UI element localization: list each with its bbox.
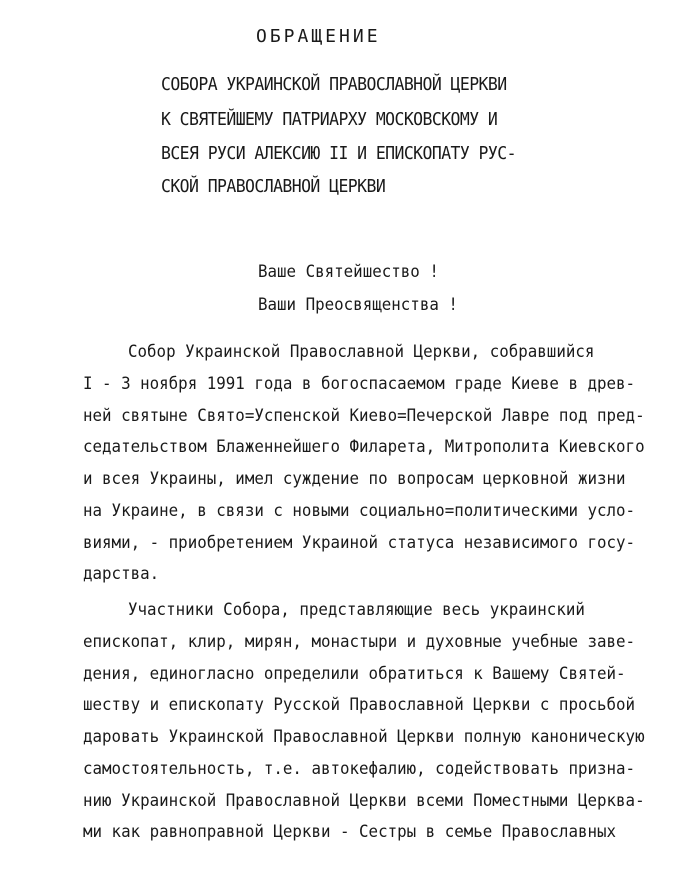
paragraph-line: ней святыне Свято=Успенской Киево=Печерской Лавре под пред- [83, 406, 645, 426]
title-line: К СВЯТЕЙШЕМУ ПАТРИАРХУ МОСКОВСКОМУ И [161, 110, 498, 130]
paragraph-line: епископат, клир, мирян, монастыри и духовные учебные заве- [83, 632, 636, 652]
paragraph-line: даровать Украинской Православной Церкви полную каноническую [83, 727, 645, 747]
title-line: СКОЙ ПРАВОСЛАВНОЙ ЦЕРКВИ [161, 177, 386, 197]
greeting-line: Ваше Святейшество ! [258, 262, 439, 282]
paragraph-line: Собор Украинской Православной Церкви, собравшийся [128, 342, 595, 362]
greeting-line: Ваши Преосвященства ! [258, 295, 458, 315]
paragraph-line: нию Украинской Православной Церкви всеми Поместными Церква- [83, 791, 645, 811]
paragraph-line: Участники Собора, представляющие весь украинский [128, 600, 585, 620]
paragraph-line: на Украине, в связи с новыми социально=политическими усло- [83, 501, 636, 521]
title-line: СОБОРА УКРАИНСКОЙ ПРАВОСЛАВНОЙ ЦЕРКВИ [161, 75, 507, 95]
paragraph-line: самостоятельность, т.е. автокефалию, содействовать призна- [83, 759, 636, 779]
paragraph-line: седательством Блаженнейшего Филарета, Митрополита Киевского [83, 437, 645, 457]
paragraph-line: дарства. [83, 564, 160, 584]
title-line: ВСЕЯ РУСИ АЛЕКСИЮ II И ЕПИСКОПАТУ РУС- [161, 144, 516, 164]
document-heading: ОБРАЩЕНИЕ [256, 26, 381, 47]
paragraph-line: шеству и епископату Русской Православной Церкви с просьбой [83, 695, 636, 715]
paragraph-line: виями, - приобретением Украиной статуса независимого госу- [83, 533, 636, 553]
paragraph-line: и всея Украины, имел суждение по вопросам церковной жизни [83, 469, 626, 489]
paragraph-line: дения, единогласно определили обратиться к Вашему Святей- [83, 664, 626, 684]
paragraph-line: ми как равноправной Церкви - Сестры в семье Православных [83, 822, 617, 842]
paragraph-line: I - 3 ноября 1991 года в богоспасаемом граде Киеве в древ- [83, 374, 636, 394]
